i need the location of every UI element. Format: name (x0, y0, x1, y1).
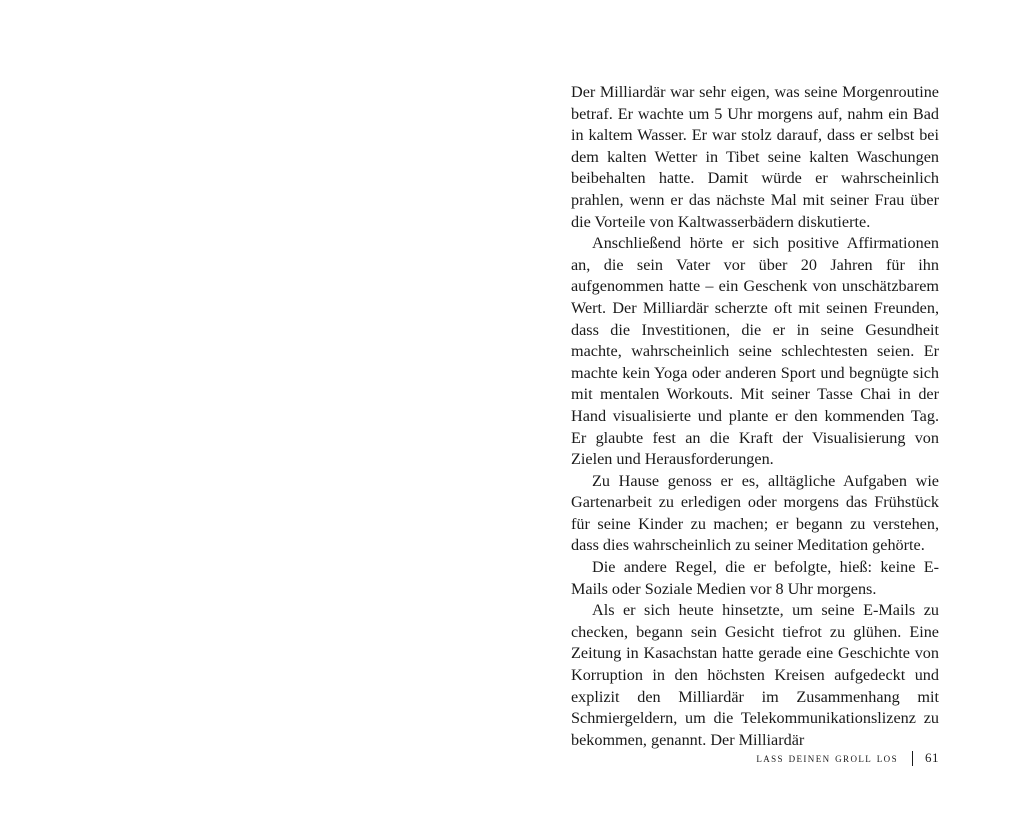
footer-separator (912, 751, 913, 766)
body-text (571, 82, 939, 751)
paragraph: Als er sich heute hinsetzte, um seine E-Mails zu checken, begann sein Gesicht tiefrot zu glühen. Eine Zeitung in Kasachstan hatte gerade eine Geschichte von Korruption in den höchsten Kreisen aufgedeckt und explizit den Milliardär im Zusammenhang mit Schmiergeldern, um die Telekommunikationslizenz zu bekommen, genannt. Der Milliardär (571, 601, 939, 749)
page-number: 61 (925, 750, 939, 765)
paragraph: Der Milliardär war sehr eigen, was seine Morgenroutine betraf. Er wachte um 5 Uhr morgens auf, nahm ein Bad in kaltem Wasser. Er war stolz darauf, dass er selbst bei dem kalten Wetter in Tibet seine kalten Waschungen beibehalten hatte. Damit würde er wahrscheinlich prahlen, wenn er das nächste Mal mit seiner Frau über die Vorteile von Kaltwasserbädern diskutierte. (571, 83, 939, 231)
paragraph: Die andere Regel, die er befolgte, hieß: keine E-Mails oder Soziale Medien vor 8 Uhr morgens. (571, 558, 939, 598)
paragraph: Zu Hause genoss er es, alltägliche Aufgaben wie Gartenarbeit zu erledigen oder morgens das Frühstück für seine Kinder zu machen; er begann zu verstehen, dass dies wahrscheinlich zu seiner Meditation gehörte. (571, 471, 939, 555)
page-footer (700, 750, 939, 766)
paragraph: Anschließend hörte er sich positive Affirmationen an, die sein Vater vor über 20 Jahren für ihn aufgenommen hatte – ein Geschenk von unschätzbarem Wert. Der Milliardär scherzte oft mit seinen Freunden, dass die Investitionen, die er in seine Gesundheit machte, wahrscheinlich seine schlechtesten seien. Er machte kein Yoga oder anderen Sport und begnügte sich mit mentalen Workouts. Mit seiner Tasse Chai in der Hand visualisierte und plante er den kommenden Tag. Er glaubte fest an die Kraft der Visualisierung von Zielen und Herausforderungen. (571, 234, 939, 469)
running-title: lass deinen groll los (756, 750, 898, 765)
